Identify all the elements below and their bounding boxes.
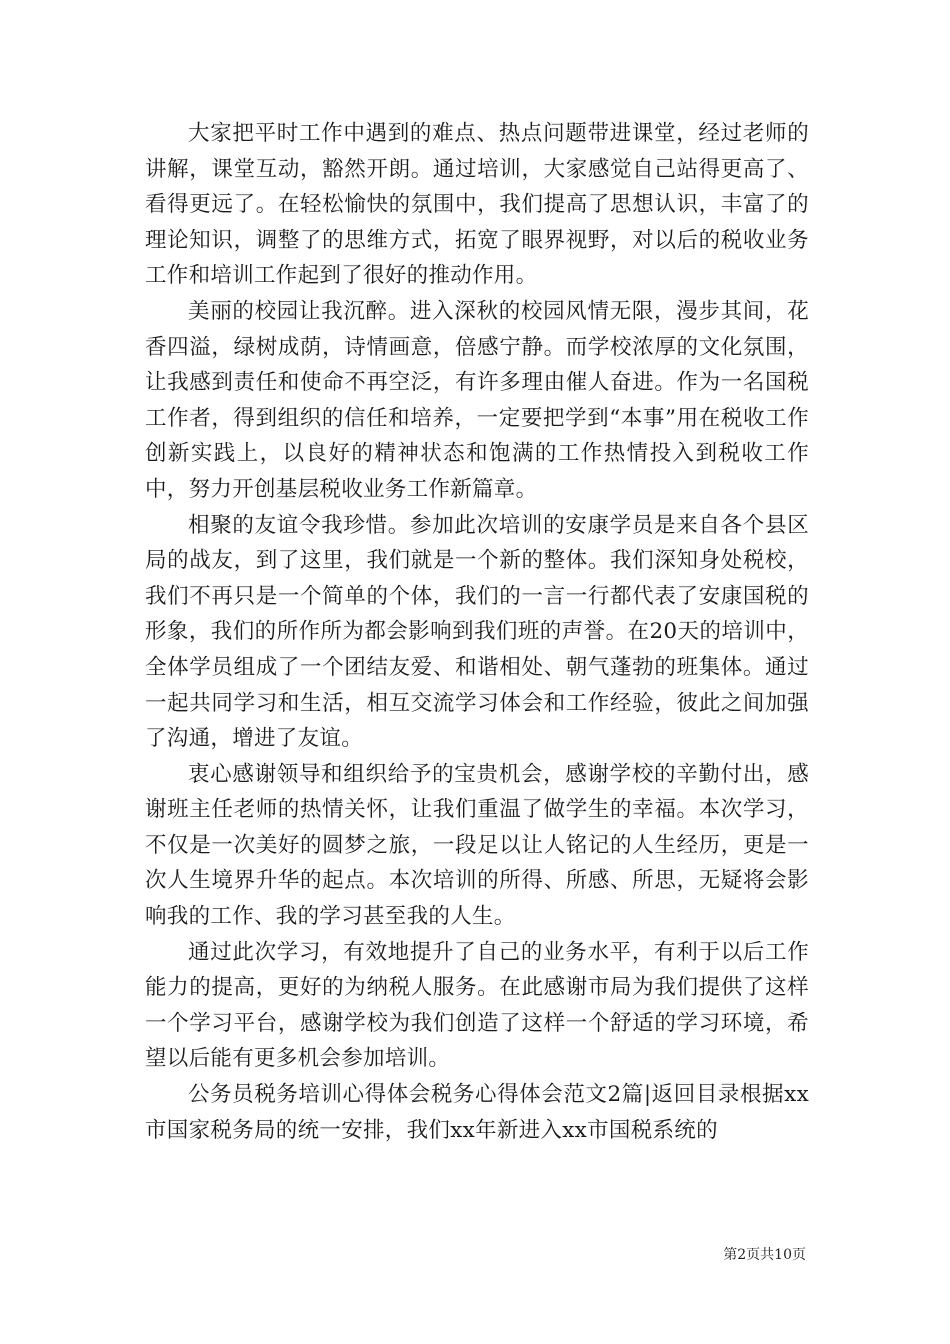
page-number: 第2页共10页 (723, 1247, 806, 1263)
paragraph-3: 相聚的友谊令我珍惜。参加此次培训的安康学员是来自各个县区局的战友，到了这里，我们就是一个新的整体。我们深知身处税校，我们不再只是一个简单的个体，我们的一言一行都代表了安康国税的形象，我们的所作所为都会影响到我们班的声誉。在20天的培训中，全体学员组成了一个团结友爱、和谐相处、朝气蓬勃的班集体。通过一起共同学习和生活，相互交流学习体会和工作经验，彼此之间加强了沟通，增进了友谊。 (145, 512, 809, 752)
paragraph-5: 通过此次学习，有效地提升了自己的业务水平，有利于以后工作能力的提高，更好的为纳税人服务。在此感谢市局为我们提供了这样一个学习平台，感谢学校为我们创造了这样一个舒适的学习环境，希望以后能有更多机会参加培训。 (145, 939, 809, 1072)
paragraph-4: 衷心感谢领导和组织给予的宝贵机会，感谢学校的辛勤付出，感谢班主任老师的热情关怀，让我们重温了做学生的幸福。本次学习，不仅是一次美好的圆梦之旅，一段足以让人铭记的人生经历，更是一次人生境界升华的起点。本次培训的所得、所感、所思，无疑将会影响我的工作、我的学习甚至我的人生。 (145, 761, 809, 930)
paragraph-2: 美丽的校园让我沉醉。进入深秋的校园风情无限，漫步其间，花香四溢，绿树成荫，诗情画意，倍感宁静。而学校浓厚的文化氛围，让我感到责任和使命不再空泛，有许多理由催人奋进。作为一名国税工作者，得到组织的信任和培养，一定要把学到“本事”用在税收工作创新实践上，以良好的精神状态和饱满的工作热情投入到税收工作中，努力开创基层税收业务工作新篇章。 (145, 298, 809, 502)
document-body (145, 116, 809, 1148)
paragraph-6: 公务员税务培训心得体会税务心得体会范文2篇|返回目录根据xx市国家税务局的统一安排，我们xx年新进入xx市国税系统的 (145, 1082, 809, 1143)
paragraph-1: 大家把平时工作中遇到的难点、热点问题带进课堂，经过老师的讲解，课堂互动，豁然开朗。通过培训，大家感觉自己站得更高了、看得更远了。在轻松愉快的氛围中，我们提高了思想认识，丰富了的理论知识，调整了的思维方式，拓宽了眼界视野，对以后的税收业务工作和培训工作起到了很好的推动作用。 (145, 121, 809, 289)
